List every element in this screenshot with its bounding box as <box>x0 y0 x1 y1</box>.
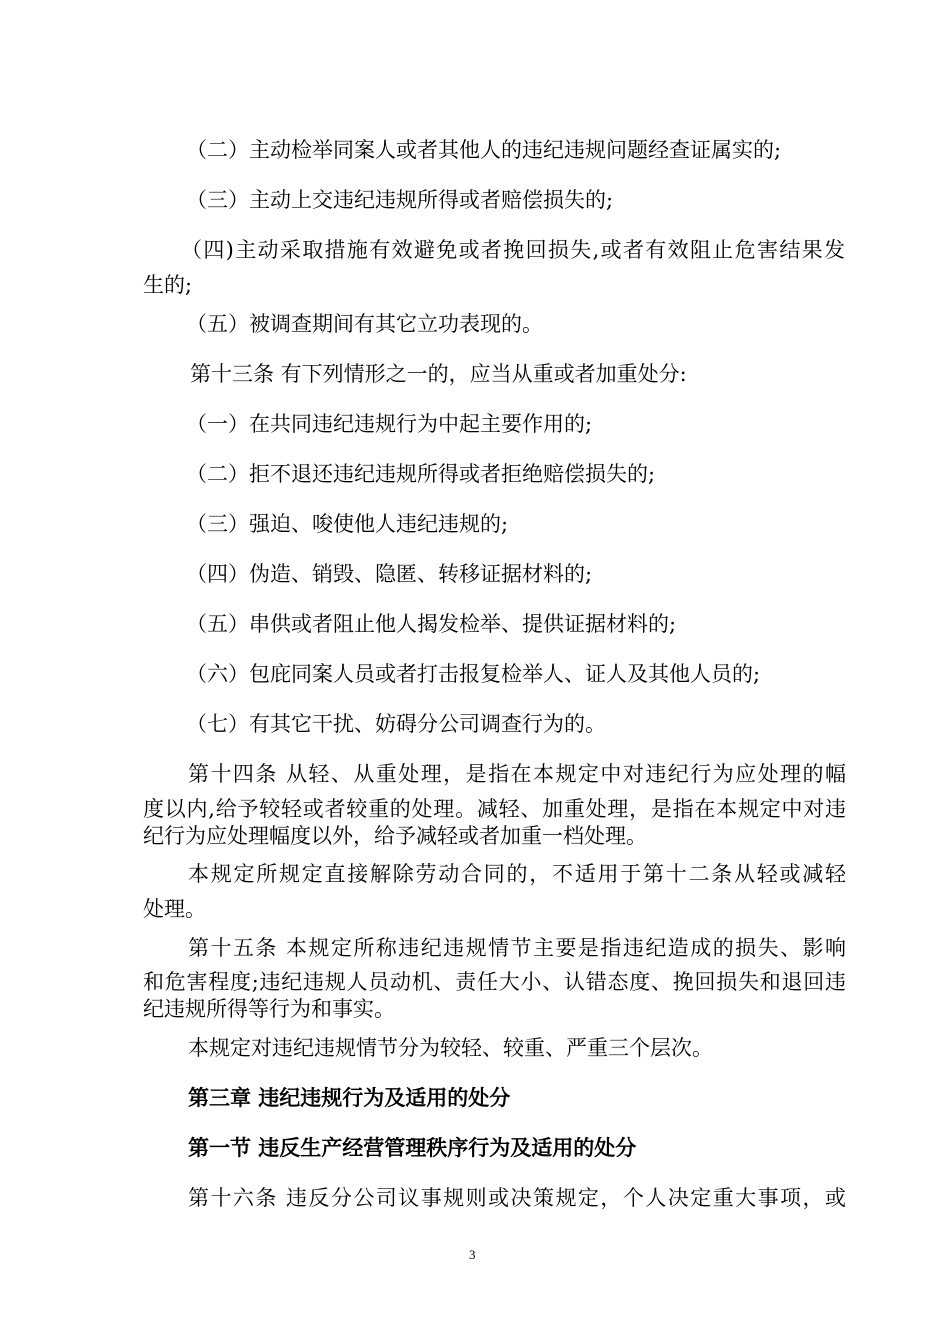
text-line: （二）主动检举同案人或者其他人的违纪违规问题经查证属实的; <box>186 138 782 162</box>
text-line: 和危害程度;违纪违规人员动机、责任大小、认错态度、挽回损失和退回违 <box>143 970 846 994</box>
text-line: 第十四条 从轻、从重处理，是指在本规定中对违纪行为应处理的幅 <box>188 762 846 786</box>
text-line: （三）主动上交违纪违规所得或者赔偿损失的; <box>186 188 614 212</box>
text-line: （三）强迫、唆使他人违纪违规的; <box>186 512 509 536</box>
text-line: （二）拒不退还违纪违规所得或者拒绝赔偿损失的; <box>186 462 656 486</box>
text-line: 第十六条 违反分公司议事规则或决策规定，个人决定重大事项，或 <box>188 1186 846 1210</box>
chapter-heading: 第三章 违纪违规行为及适用的处分 <box>188 1085 511 1110</box>
text-line: 本规定所规定直接解除劳动合同的，不适用于第十二条从轻或减轻 <box>188 862 846 886</box>
text-line: （四)主动采取措施有效避免或者挽回损失,或者有效阻止危害结果发 <box>181 238 845 262</box>
text-line: （五）被调查期间有其它立功表现的。 <box>186 312 543 336</box>
text-line: 本规定对违纪违规情节分为较轻、较重、严重三个层次。 <box>188 1036 713 1060</box>
section-heading: 第一节 违反生产经营管理秩序行为及适用的处分 <box>188 1135 637 1160</box>
text-line: 处理。 <box>143 897 206 921</box>
text-line: （一）在共同违纪违规行为中起主要作用的; <box>186 412 593 436</box>
text-line: （五）串供或者阻止他人揭发检举、提供证据材料的; <box>186 612 677 636</box>
text-line: 第十五条 本规定所称违纪违规情节主要是指违纪造成的损失、影响 <box>188 936 846 960</box>
text-line: 度以内,给予较轻或者较重的处理。减轻、加重处理，是指在本规定中对违 <box>143 797 846 821</box>
page-number: 3 <box>469 1247 476 1262</box>
text-line: 纪行为应处理幅度以外，给予减轻或者加重一档处理。 <box>143 824 647 848</box>
text-line: （四）伪造、销毁、隐匿、转移证据材料的; <box>186 562 593 586</box>
text-line: （六）包庇同案人员或者打击报复检举人、证人及其他人员的; <box>186 662 761 686</box>
text-line: （七）有其它干扰、妨碍分公司调查行为的。 <box>186 712 606 736</box>
text-line: 第十三条 有下列情形之一的，应当从重或者加重处分: <box>190 362 687 386</box>
text-line: 纪违规所得等行为和事实。 <box>143 997 395 1021</box>
text-line: 生的; <box>143 273 193 297</box>
